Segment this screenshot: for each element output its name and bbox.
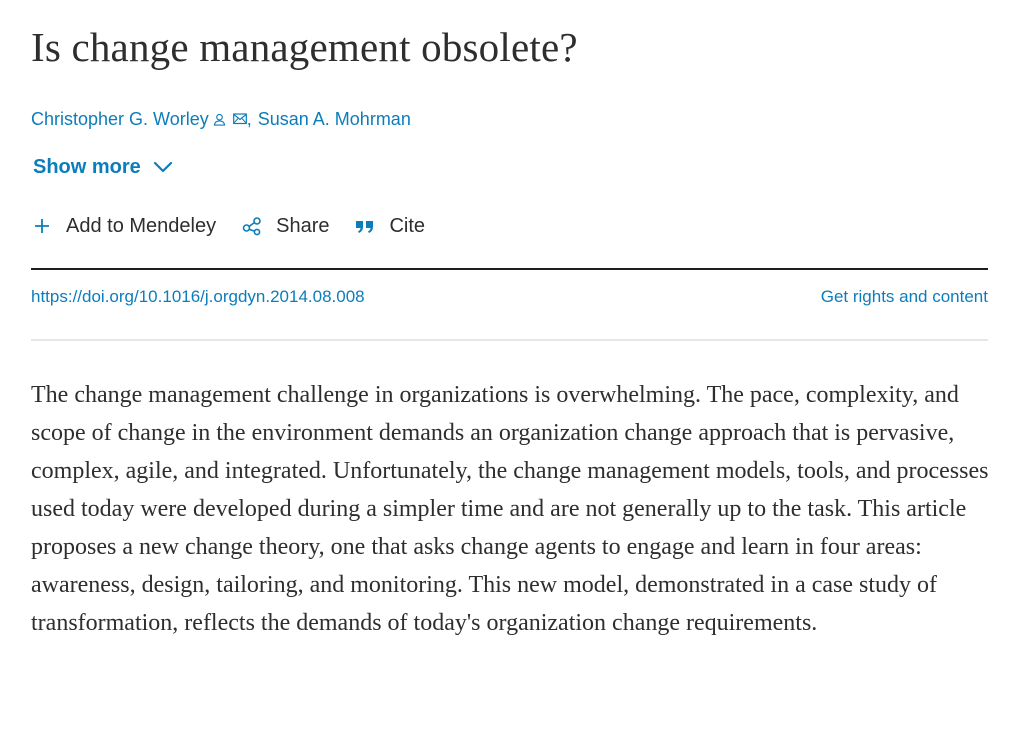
share-label: Share: [276, 214, 330, 237]
add-to-mendeley-button[interactable]: [32, 215, 216, 238]
cite-button[interactable]: [355, 215, 425, 238]
article-actions: [32, 211, 451, 241]
author-link-mohrman[interactable]: Susan A. Mohrman: [257, 109, 411, 129]
author-link-worley[interactable]: Christopher G. Worley: [31, 109, 209, 129]
share-button[interactable]: [242, 215, 329, 238]
article-title: Is change management obsolete?: [31, 24, 578, 70]
author-list: [31, 105, 411, 133]
person-icon[interactable]: [213, 112, 227, 126]
chevron-down-icon: [153, 160, 173, 174]
doi-link[interactable]: https://doi.org/10.1016/j.orgdyn.2014.08.008: [31, 287, 365, 306]
author-separator: ,: [246, 109, 252, 129]
cite-label: Cite: [389, 214, 426, 237]
section-divider: [31, 339, 988, 341]
get-rights-link[interactable]: Get rights and content: [820, 287, 988, 306]
plus-icon: [32, 216, 52, 236]
share-icon: [242, 216, 262, 236]
envelope-icon[interactable]: [233, 112, 247, 126]
header-divider: [31, 268, 988, 270]
show-more-button[interactable]: [33, 152, 173, 182]
quote-icon: [355, 216, 375, 236]
abstract-text: The change management challenge in organizations is overwhelming. The pace, complexity, and scope of change in the environment demands an organization change approach that is pervasive, complex, agile, and integrated. Unfortunately, the change management models, tools, and processes used today were developed during a simpler time and are not generally up to the task. This article proposes a new change theory, one that asks change agents to engage and learn in four areas: awareness, design, tailoring, and monitoring. This new model, demonstrated in a case study of transformation, reflects the demands of today's organization change requirements.: [31, 382, 989, 636]
add-to-mendeley-label: Add to Mendeley: [66, 214, 217, 237]
show-more-label: Show more: [33, 156, 141, 178]
